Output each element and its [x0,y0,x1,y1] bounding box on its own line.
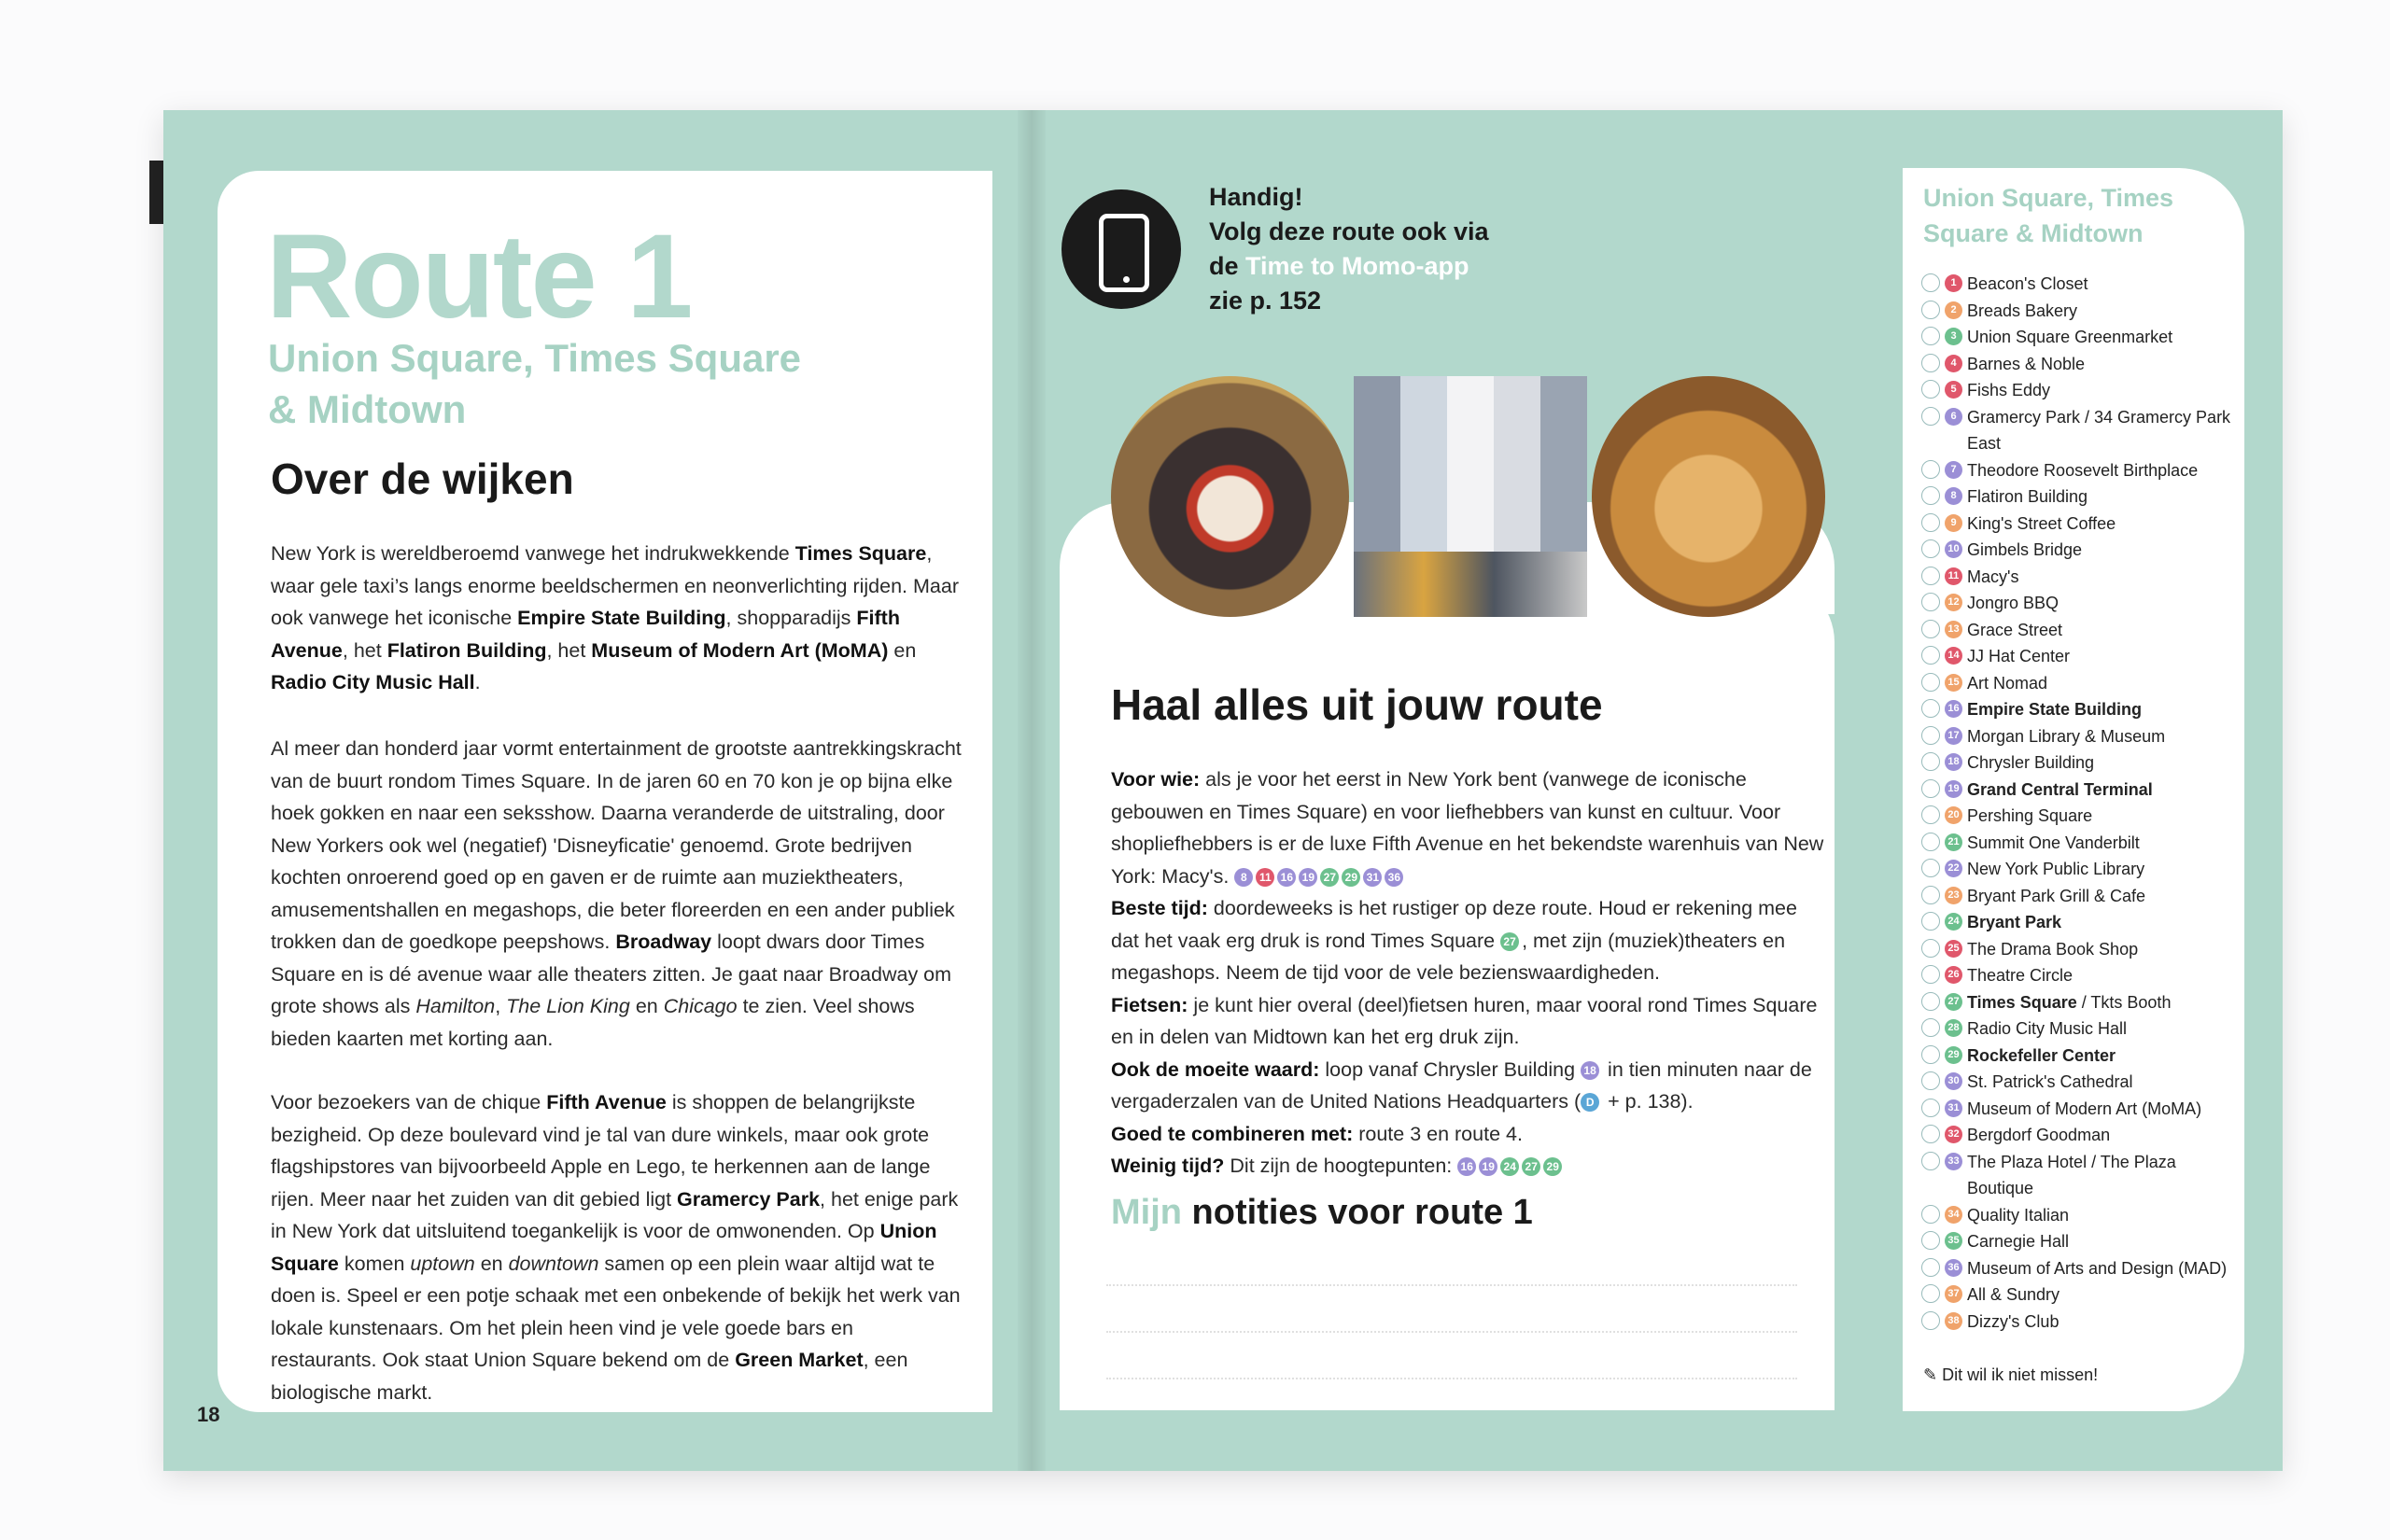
checkbox[interactable] [1921,567,1940,585]
notes-heading [1111,1193,1533,1233]
stop-number-badge: 3 [1945,328,1962,345]
smartphone-icon [1061,189,1181,309]
checkbox[interactable] [1921,513,1940,532]
stop-item [1921,404,2239,457]
stop-label-suffix: / Tkts Booth [2076,992,2172,1012]
intro-paragraph: New York is wereldberoemd vanwege het indrukwekkende Times Square, waar gele taxi’s langs enorme beeldschermen en neonverlichting rijden. Maar ook vanwege het iconische Empire State Building, shopparadijs Fifth Avenue, het Flatiron Building, het Museum of Modern Art (MoMA) en Radio City Music Hall. [271,542,959,693]
checkbox[interactable] [1921,1311,1940,1330]
section-heading-haal-alles: Haal alles uit jouw route [1111,680,1603,729]
stop-number-badge: 38 [1945,1312,1962,1330]
stop-item [1921,324,2239,351]
stop-number-badge: 34 [1945,1206,1962,1224]
app-name: Time to Momo-app [1245,252,1469,280]
stop-label: Flatiron Building [1967,487,2088,506]
stop-number-badge: 26 [1945,966,1962,984]
checkbox[interactable] [1921,327,1940,345]
stop-item [1921,1149,2239,1202]
stop-number-badge: 36 [1945,1259,1962,1277]
stop-number-badge: 16 [1945,700,1962,718]
stop-item [1921,564,2239,591]
checkbox[interactable] [1921,593,1940,611]
stop-label: Carnegie Hall [1967,1232,2070,1251]
stop-item [1921,883,2239,910]
stops-list-title-line1: Union Square, Times [1923,184,2174,212]
checkbox[interactable] [1921,380,1940,399]
stop-number-badge: 6 [1945,408,1962,426]
checkbox[interactable] [1921,699,1940,718]
checkbox[interactable] [1921,1258,1940,1277]
notes-line [1106,1284,1797,1287]
stop-label: Bryant Park [1967,913,2062,931]
stop-label: Jongro BBQ [1967,594,2060,612]
stop-label: Grace Street [1967,620,2063,639]
stop-label: JJ Hat Center [1967,647,2071,665]
stop-label: All & Sundry [1967,1285,2060,1304]
stop-label: Museum of Arts and Design (MAD) [1967,1258,2228,1278]
stops-checklist [1921,271,2239,1335]
stop-item [1921,856,2239,883]
checkbox[interactable] [1921,939,1940,958]
checkbox[interactable] [1921,805,1940,824]
page-number: 18 [197,1403,220,1426]
checkbox[interactable] [1921,833,1940,851]
footnote-text: Dit wil ik niet missen! [1942,1365,2099,1384]
checkbox[interactable] [1921,886,1940,904]
stop-item [1921,749,2239,777]
footnote [1923,1365,2098,1385]
stop-label: Barnes & Noble [1967,354,2086,373]
checkbox[interactable] [1921,1284,1940,1303]
book-spine [1018,110,1046,1471]
stop-item [1921,537,2239,564]
stop-number-badge: 22 [1945,860,1962,877]
stop-number-badge: 14 [1945,647,1962,665]
checkbox[interactable] [1921,859,1940,877]
app-tip-title: Handig! [1209,183,1303,211]
checkbox[interactable] [1921,779,1940,798]
stop-item [1921,1309,2239,1336]
stop-item [1921,351,2239,378]
stop-number-badge: 18 [1945,753,1962,771]
checkbox[interactable] [1921,486,1940,505]
stop-label: Bryant Park Grill & Cafe [1967,886,2146,905]
photo-bread-basket [1592,376,1825,617]
notes-heading-rest: notities voor route 1 [1191,1193,1533,1232]
notes-heading-mijn: Mijn [1111,1193,1182,1232]
checkbox[interactable] [1921,992,1940,1011]
stops-list-title-line2: Square & Midtown [1923,219,2144,247]
checkbox[interactable] [1921,965,1940,984]
stop-number-badge: 15 [1945,674,1962,692]
stop-number-badge: 24 [1945,913,1962,931]
route-subtitle-line1: Union Square, Times Square [268,336,802,380]
stop-number-badge: 8 [1945,487,1962,505]
checkbox[interactable] [1921,273,1940,292]
stop-number-badge: 31 [1945,1099,1962,1117]
stop-label: Theodore Roosevelt Birthplace [1967,460,2199,480]
stop-item [1921,803,2239,830]
stop-item [1921,1015,2239,1043]
stop-label: Radio City Music Hall [1967,1019,2128,1038]
stop-item [1921,1122,2239,1149]
stop-item [1921,1096,2239,1123]
stop-number-badge: 12 [1945,594,1962,611]
stop-number-badge: 19 [1945,780,1962,798]
checkbox[interactable] [1921,1152,1940,1170]
stop-number-badge: 37 [1945,1285,1962,1303]
route-subtitle-line2: & Midtown [268,387,467,431]
stop-item [1921,830,2239,857]
stop-number-badge: 4 [1945,355,1962,372]
stop-number-badge: 2 [1945,301,1962,319]
checkbox[interactable] [1921,354,1940,372]
entertainment-paragraph: Al meer dan honderd jaar vormt entertainment de grootste aantrekkingskracht van de buurt rondom Times Square. In de jaren 60 en 70 kon je op bijna elke hoek gokken en naar een seksshow. Daarna veranderde de uitstraling, door New Yorkers ook wel (negatief) 'Disneyficatie' genoemd. Grote bedrijven kochten onroerend goed op en gaven er de ruimte aan muziektheaters, amusementshallen en megashops, die beter floreerden en een ander publiek trokken dan de goedkope peepshows. Broadway loopt dwars door Times Square en is dé avenue waar alle theaters zitten. Je gaat naar Broadway om grote shows als Hamilton, The Lion King en Chicago te zien. Veel shows bieden kaarten met korting aan. [271,737,962,1050]
stop-item [1921,617,2239,644]
stop-item [1921,1281,2239,1309]
stop-label: The Drama Book Shop [1967,939,2139,959]
stop-label: Macy's [1967,567,2019,586]
stop-item [1921,989,2239,1016]
stop-number-badge: 27 [1945,993,1962,1011]
stop-label: Chrysler Building [1967,753,2095,772]
stop-item [1921,457,2239,484]
pencil-icon: ✎ [1923,1365,1938,1384]
notes-line [1106,1378,1797,1380]
stop-item [1921,377,2239,404]
stop-number-badge: 5 [1945,381,1962,399]
stop-label: Theatre Circle [1967,966,2074,985]
stop-item [1921,298,2239,325]
checkbox[interactable] [1921,1045,1940,1064]
stop-number-badge: 1 [1945,274,1962,292]
checkbox[interactable] [1921,301,1940,319]
checkbox[interactable] [1921,1231,1940,1250]
checkbox[interactable] [1921,1125,1940,1143]
route-details: Voor wie: als je voor het eerst in New York bent (vanwege de iconische gebouwen en Times Square) en voor liefhebbers van kunst en cultuur. Voor shopliefhebbers is er de luxe Fifth Avenue en het bekendste warenhuis van New York: Macy's. 8 11 16 19 27 29 31 36 Beste tijd: doordeweeks is het rustiger op deze route. Houd er rekening mee dat het vaak erg druk is rond Times Square 27 , met zijn (muziek)theaters en megashops. Neem de tijd voor de vele bezienswaardigheden. Fietsen: je kunt hier overal (deel)fietsen huren, maar vooral rond Times Square en in delen van Midtown kan het erg druk zijn. Ook de moeite waard: loop vanaf Chrysler Building 18 in tien minuten naar de vergaderzalen van de United Nations Headquarters ( D + p. 138). Goed te combineren met: route 3 en route 4. Weinig tijd? Dit zijn de hoogtepunten: 16 19 24 27 29 [1111,768,1824,1177]
checkbox[interactable] [1921,646,1940,665]
stop-number-badge: 9 [1945,514,1962,532]
fifth-avenue-paragraph: Voor bezoekers van de chique Fifth Avenue is shoppen de belangrijkste bezigheid. Op deze boulevard vind je tal van dure winkels, maar ook grote flagshipstores van bijvoorbeeld Apple en Lego, te herkennen aan de lange rijen. Meer naar het zuiden van dit gebied ligt Gramercy Park, het enige park in New York dat uitsluitend toegankelijk is voor de omwonenden. Op Union Square komen uptown en downtown samen op een plein waar altijd wat te doen is. Speel er een potje schaak met een onbekende of bekijk het werk van lokale kunstenaars. Om het plein heen vind je vele goede bars en restaurants. Ook staat Union Square bekend om de Green Market, een biologische markt. [271,1091,961,1404]
photo-couple [1111,376,1349,617]
stop-label: Gimbels Bridge [1967,540,2083,559]
stop-item [1921,723,2239,750]
stop-item [1921,1255,2239,1282]
stop-item [1921,271,2239,298]
stop-number-badge: 7 [1945,461,1962,479]
stop-item [1921,670,2239,697]
stop-item [1921,643,2239,670]
stop-label: Beacon's Closet [1967,274,2088,293]
stop-number-badge: 13 [1945,621,1962,638]
app-tip [1209,180,1489,318]
stop-number-badge: 35 [1945,1232,1962,1250]
stop-label: Art Nomad [1967,673,2048,693]
stop-item [1921,696,2239,723]
stop-label: Gramercy Park / 34 Gramercy Park East [1967,407,2231,453]
stop-number-badge: 11 [1945,567,1962,585]
stop-label: Morgan Library & Museum [1967,726,2166,746]
checkbox[interactable] [1921,1018,1940,1037]
stop-number-badge: 17 [1945,727,1962,745]
stop-item [1921,936,2239,963]
stop-item [1921,1069,2239,1096]
checkbox[interactable] [1921,539,1940,558]
stop-item [1921,483,2239,511]
stop-item [1921,1202,2239,1229]
stop-item [1921,962,2239,989]
checkbox[interactable] [1921,752,1940,771]
app-tip-prefix: de [1209,252,1239,280]
stop-label: New York Public Library [1967,860,2145,878]
stop-label: Grand Central Terminal [1967,779,2153,799]
checkbox[interactable] [1921,726,1940,745]
stop-label: Rockefeller Center [1967,1045,2116,1065]
stop-item [1921,511,2239,538]
stop-number-badge: 33 [1945,1153,1962,1170]
stop-number-badge: 25 [1945,940,1962,958]
book-edge-mark [149,161,164,224]
stop-label: St. Patrick's Cathedral [1967,1072,2133,1091]
stop-number-badge: 30 [1945,1072,1962,1090]
checkbox[interactable] [1921,460,1940,479]
stop-item [1921,909,2239,936]
stop-label: Museum of Modern Art (MoMA) [1967,1099,2202,1118]
stop-number-badge: 10 [1945,540,1962,558]
stop-number-badge: 20 [1945,806,1962,824]
stop-number-badge: 29 [1945,1046,1962,1064]
checkbox[interactable] [1921,912,1940,931]
stop-label: King's Street Coffee [1967,513,2116,533]
checkbox[interactable] [1921,1205,1940,1224]
checkbox[interactable] [1921,1099,1940,1117]
book-spread [163,110,2283,1471]
stops-list-title [1923,180,2203,251]
photo-buildings [1354,376,1587,617]
stop-label: The Plaza Hotel / The Plaza Boutique [1967,1152,2176,1197]
stop-number-badge: 21 [1945,833,1962,851]
checkbox[interactable] [1921,620,1940,638]
stop-label: Quality Italian [1967,1205,2070,1225]
stop-item [1921,1043,2239,1070]
stop-number-badge: 28 [1945,1019,1962,1037]
route-title: Route 1 [266,210,692,343]
notes-line [1106,1331,1797,1334]
checkbox[interactable] [1921,1071,1940,1090]
stop-label: Summit One Vanderbilt [1967,833,2140,852]
stop-number-badge: 23 [1945,887,1962,904]
stop-label: Pershing Square [1967,806,2093,825]
stop-label: Dizzy's Club [1967,1311,2060,1331]
stop-label: Times Square [1967,992,2077,1012]
app-tip-line: Volg deze route ook via [1209,217,1489,245]
checkbox[interactable] [1921,407,1940,426]
stop-label: Breads Bakery [1967,301,2078,320]
route-subtitle [268,332,828,435]
stop-label: Fishs Eddy [1967,381,2051,399]
app-tip-page-ref: zie p. 152 [1209,287,1322,315]
section-heading-over-de-wijken: Over de wijken [271,455,574,503]
stop-number-badge: 32 [1945,1126,1962,1143]
stop-label: Bergdorf Goodman [1967,1126,2111,1144]
stop-label: Union Square Greenmarket [1967,328,2173,346]
stop-item [1921,777,2239,804]
stop-item [1921,1228,2239,1255]
stop-item [1921,590,2239,617]
checkbox[interactable] [1921,673,1940,692]
stop-label: Empire State Building [1967,700,2143,719]
